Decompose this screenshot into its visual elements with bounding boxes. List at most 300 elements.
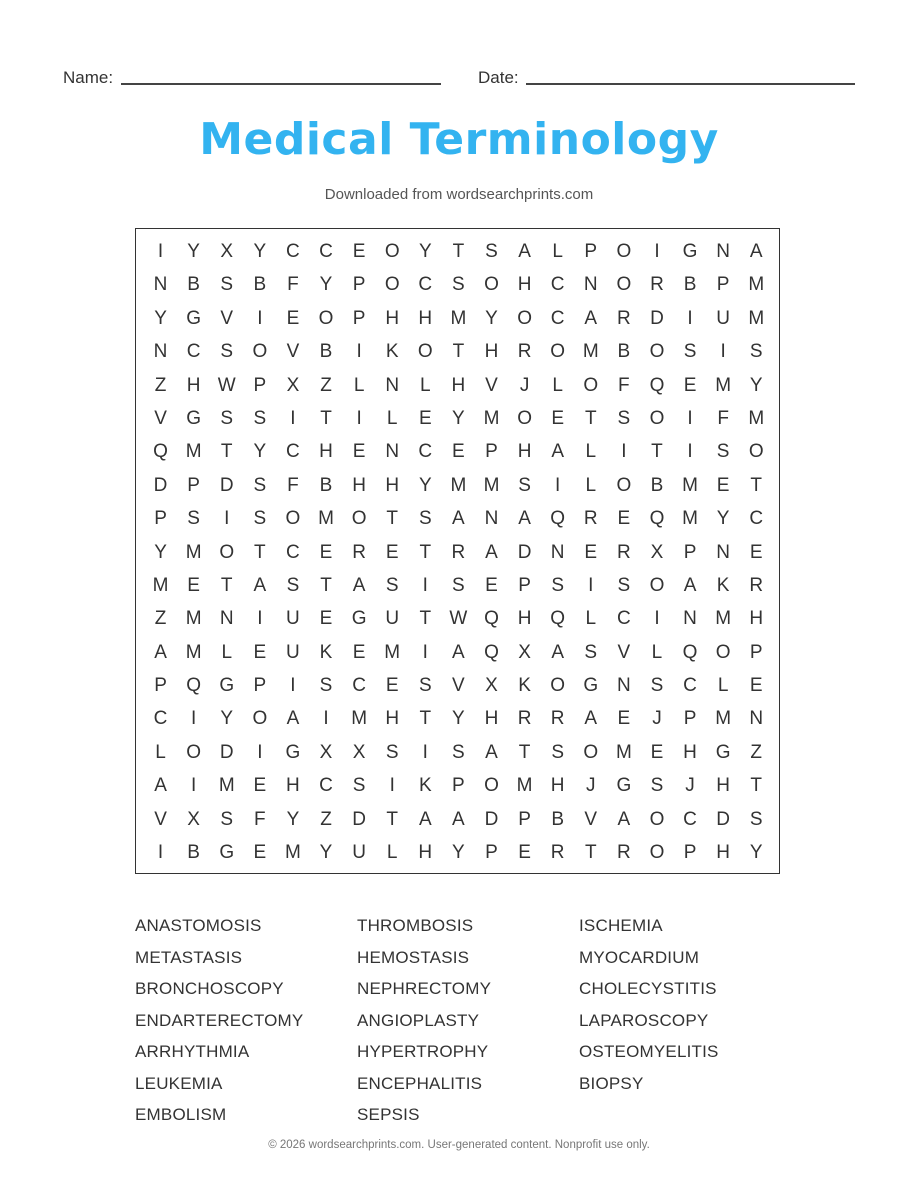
grid-letter[interactable]: N (716, 241, 730, 262)
grid-letter[interactable]: S (418, 508, 432, 530)
grid-letter[interactable]: O (318, 307, 334, 329)
grid-letter[interactable]: S (452, 574, 465, 596)
grid-letter[interactable]: S (253, 407, 267, 429)
grid-letter[interactable]: A (551, 641, 565, 663)
grid-letter[interactable]: O (285, 508, 301, 530)
grid-letter[interactable]: G (351, 608, 367, 630)
grid-letter[interactable]: O (550, 341, 566, 363)
grid-letter[interactable]: P (683, 842, 697, 864)
grid-letter[interactable]: S (319, 675, 333, 697)
grid-letter[interactable]: T (320, 574, 332, 596)
grid-letter[interactable]: A (452, 508, 465, 530)
grid-letter[interactable]: A (518, 241, 531, 262)
grid-letter[interactable]: V (452, 675, 465, 697)
grid-letter[interactable]: I (621, 441, 627, 463)
grid-letter[interactable]: O (583, 741, 599, 763)
grid-letter[interactable]: O (252, 341, 268, 363)
grid-letter[interactable]: C (286, 441, 300, 463)
grid-letter[interactable]: E (253, 641, 267, 663)
grid-letter[interactable]: C (683, 675, 697, 697)
grid-letter[interactable]: E (485, 574, 498, 596)
grid-letter[interactable]: S (220, 407, 234, 429)
grid-letter[interactable]: U (286, 608, 300, 630)
grid-letter[interactable]: C (418, 274, 433, 296)
grid-letter[interactable]: E (319, 541, 333, 563)
grid-letter[interactable]: H (517, 608, 532, 630)
grid-letter[interactable]: Q (484, 641, 499, 663)
grid-letter[interactable]: L (585, 608, 597, 630)
grid-letter[interactable]: E (749, 541, 763, 563)
grid-letter[interactable]: X (352, 741, 366, 763)
grid-letter[interactable]: A (683, 574, 697, 596)
grid-letter[interactable]: S (518, 474, 531, 496)
grid-letter[interactable]: Z (154, 608, 167, 630)
grid-letter[interactable]: A (286, 708, 300, 730)
grid-letter[interactable]: O (649, 808, 665, 830)
grid-letter[interactable]: E (352, 241, 366, 262)
grid-letter[interactable]: X (220, 241, 234, 262)
grid-letter[interactable]: I (257, 307, 263, 329)
grid-letter[interactable]: R (616, 541, 631, 563)
grid-letter[interactable]: T (452, 341, 465, 363)
grid-letter[interactable]: F (618, 374, 630, 396)
grid-letter[interactable]: M (582, 341, 599, 363)
grid-letter[interactable]: O (351, 508, 367, 530)
grid-letter[interactable]: L (651, 641, 663, 663)
grid-letter[interactable]: S (220, 808, 234, 830)
grid-letter[interactable]: S (220, 341, 234, 363)
grid-letter[interactable]: F (717, 407, 729, 429)
grid-letter[interactable]: O (219, 541, 235, 563)
grid-letter[interactable]: Q (550, 508, 566, 530)
grid-letter[interactable]: R (616, 842, 631, 864)
grid-letter[interactable]: S (352, 775, 366, 797)
grid-letter[interactable]: H (716, 842, 730, 864)
grid-letter[interactable]: Y (154, 541, 167, 563)
grid-letter[interactable]: A (418, 808, 432, 830)
grid-letter[interactable]: I (687, 307, 693, 329)
grid-letter[interactable]: M (483, 407, 500, 429)
grid-letter[interactable]: S (220, 274, 234, 296)
grid-letter[interactable]: Q (484, 608, 499, 630)
grid-letter[interactable]: Y (253, 241, 267, 262)
grid-letter[interactable]: L (386, 842, 398, 864)
grid-letter[interactable]: I (555, 474, 561, 496)
grid-letter[interactable]: R (517, 341, 532, 363)
grid-letter[interactable]: R (583, 508, 598, 530)
grid-letter[interactable]: C (153, 708, 168, 730)
grid-letter[interactable]: S (385, 574, 399, 596)
grid-letter[interactable]: R (517, 708, 532, 730)
grid-letter[interactable]: H (451, 374, 466, 396)
grid-letter[interactable]: I (290, 407, 296, 429)
grid-letter[interactable]: S (617, 407, 631, 429)
grid-letter[interactable]: D (219, 474, 234, 496)
grid-letter[interactable]: B (319, 474, 333, 496)
grid-letter[interactable]: N (219, 608, 234, 630)
grid-letter[interactable]: L (221, 641, 233, 663)
grid-letter[interactable]: M (748, 407, 765, 429)
grid-letter[interactable]: A (551, 441, 565, 463)
grid-letter[interactable]: C (749, 508, 764, 530)
grid-letter[interactable]: S (452, 274, 465, 296)
grid-letter[interactable]: G (616, 775, 632, 797)
grid-letter[interactable]: L (353, 374, 365, 396)
grid-letter[interactable]: X (187, 808, 200, 830)
grid-letter[interactable]: Z (750, 741, 763, 763)
grid-letter[interactable]: E (617, 508, 631, 530)
grid-letter[interactable]: P (518, 574, 531, 596)
grid-letter[interactable]: M (715, 374, 732, 396)
grid-letter[interactable]: U (385, 608, 400, 630)
grid-letter[interactable]: H (484, 708, 499, 730)
grid-letter[interactable]: R (749, 574, 764, 596)
grid-letter[interactable]: E (253, 842, 267, 864)
grid-letter[interactable]: J (586, 775, 596, 797)
grid-letter[interactable]: U (286, 641, 300, 663)
grid-letter[interactable]: I (389, 775, 395, 797)
grid-letter[interactable]: A (452, 641, 465, 663)
grid-letter[interactable]: T (386, 808, 398, 830)
grid-letter[interactable]: T (750, 474, 763, 496)
grid-letter[interactable]: O (616, 274, 632, 296)
grid-letter[interactable]: R (550, 708, 565, 730)
grid-letter[interactable]: S (286, 574, 300, 596)
grid-letter[interactable]: S (584, 641, 598, 663)
grid-letter[interactable]: E (683, 374, 697, 396)
grid-letter[interactable]: T (584, 842, 597, 864)
grid-letter[interactable]: M (483, 474, 500, 496)
grid-letter[interactable]: T (320, 407, 332, 429)
grid-letter[interactable]: O (583, 374, 599, 396)
grid-letter[interactable]: Y (452, 407, 465, 429)
grid-letter[interactable]: M (516, 775, 533, 797)
grid-letter[interactable]: P (749, 641, 763, 663)
grid-letter[interactable]: Z (154, 374, 167, 396)
grid-letter[interactable]: E (385, 541, 399, 563)
grid-letter[interactable]: M (185, 541, 202, 563)
date-line[interactable] (526, 83, 855, 85)
grid-letter[interactable]: Q (153, 441, 168, 463)
grid-letter[interactable]: Y (154, 307, 167, 329)
grid-letter[interactable]: E (253, 775, 267, 797)
grid-letter[interactable]: N (683, 608, 697, 630)
grid-letter[interactable]: A (485, 541, 498, 563)
grid-letter[interactable]: B (319, 341, 333, 363)
grid-letter[interactable]: N (484, 508, 499, 530)
grid-letter[interactable]: L (552, 374, 563, 396)
grid-letter[interactable]: A (584, 708, 598, 730)
grid-letter[interactable]: N (583, 274, 598, 296)
grid-letter[interactable]: I (257, 608, 263, 630)
grid-letter[interactable]: P (187, 474, 200, 496)
grid-letter[interactable]: D (716, 808, 730, 830)
grid-letter[interactable]: E (187, 574, 200, 596)
grid-letter[interactable]: E (617, 708, 631, 730)
grid-letter[interactable]: E (352, 641, 366, 663)
grid-letter[interactable]: J (685, 775, 695, 797)
grid-letter[interactable]: S (551, 574, 565, 596)
grid-letter[interactable]: S (683, 341, 697, 363)
grid-letter[interactable]: Y (253, 441, 267, 463)
grid-letter[interactable]: H (385, 708, 400, 730)
grid-letter[interactable]: A (154, 775, 167, 797)
grid-letter[interactable]: L (386, 407, 398, 429)
grid-letter[interactable]: E (319, 608, 333, 630)
grid-letter[interactable]: X (518, 641, 531, 663)
grid-letter[interactable]: Y (716, 508, 730, 530)
grid-letter[interactable]: P (253, 374, 267, 396)
grid-letter[interactable]: H (385, 307, 400, 329)
grid-letter[interactable]: T (750, 775, 763, 797)
grid-letter[interactable]: H (319, 441, 333, 463)
grid-letter[interactable]: N (153, 274, 168, 296)
grid-letter[interactable]: G (583, 675, 599, 697)
grid-letter[interactable]: E (385, 675, 399, 697)
grid-letter[interactable]: O (616, 241, 632, 262)
grid-letter[interactable]: P (452, 775, 465, 797)
grid-letter[interactable]: O (517, 407, 532, 429)
grid-letter[interactable]: D (484, 808, 499, 830)
grid-letter[interactable]: T (220, 441, 233, 463)
grid-letter[interactable]: A (452, 808, 465, 830)
grid-letter[interactable]: T (386, 508, 398, 530)
grid-letter[interactable]: N (716, 541, 730, 563)
grid-letter[interactable]: S (617, 574, 631, 596)
grid-letter[interactable]: D (153, 474, 168, 496)
grid-letter[interactable]: O (484, 274, 499, 296)
grid-letter[interactable]: S (485, 241, 498, 262)
grid-letter[interactable]: V (617, 641, 631, 663)
grid-letter[interactable]: O (649, 341, 665, 363)
grid-letter[interactable]: S (716, 441, 730, 463)
grid-letter[interactable]: V (154, 407, 167, 429)
grid-letter[interactable]: Y (749, 842, 763, 864)
grid-letter[interactable]: P (253, 675, 267, 697)
grid-letter[interactable]: H (418, 842, 433, 864)
grid-letter[interactable]: V (154, 808, 167, 830)
grid-letter[interactable]: K (319, 641, 333, 663)
grid-letter[interactable]: I (654, 608, 660, 630)
grid-letter[interactable]: M (185, 441, 202, 463)
grid-letter[interactable]: H (683, 741, 697, 763)
grid-letter[interactable]: M (715, 608, 732, 630)
grid-letter[interactable]: B (187, 842, 200, 864)
grid-letter[interactable]: H (418, 307, 433, 329)
grid-letter[interactable]: I (422, 641, 428, 663)
grid-letter[interactable]: Y (418, 241, 432, 262)
grid-letter[interactable]: V (485, 374, 498, 396)
grid-letter[interactable]: T (651, 441, 663, 463)
grid-letter[interactable]: B (551, 808, 565, 830)
grid-letter[interactable]: W (449, 608, 468, 630)
grid-letter[interactable]: H (385, 474, 400, 496)
grid-letter[interactable]: Y (485, 307, 498, 329)
grid-letter[interactable]: E (518, 842, 531, 864)
grid-letter[interactable]: O (384, 274, 400, 296)
grid-letter[interactable]: M (384, 641, 401, 663)
grid-letter[interactable]: B (617, 341, 631, 363)
grid-letter[interactable]: F (287, 274, 299, 296)
grid-letter[interactable]: F (254, 808, 266, 830)
grid-letter[interactable]: I (290, 675, 296, 697)
grid-letter[interactable]: O (517, 307, 532, 329)
grid-letter[interactable]: Z (320, 808, 332, 830)
grid-letter[interactable]: O (550, 675, 566, 697)
grid-letter[interactable]: T (419, 541, 432, 563)
grid-letter[interactable]: M (218, 775, 235, 797)
grid-letter[interactable]: E (452, 441, 465, 463)
grid-letter[interactable]: R (650, 274, 664, 296)
grid-letter[interactable]: I (588, 574, 594, 596)
grid-letter[interactable]: S (187, 508, 200, 530)
grid-letter[interactable]: N (550, 541, 565, 563)
grid-letter[interactable]: M (152, 574, 169, 596)
grid-letter[interactable]: O (186, 741, 202, 763)
grid-letter[interactable]: I (191, 708, 197, 730)
grid-letter[interactable]: B (650, 474, 664, 496)
grid-letter[interactable]: U (352, 842, 366, 864)
grid-letter[interactable]: M (185, 608, 202, 630)
grid-letter[interactable]: P (485, 842, 498, 864)
grid-letter[interactable]: A (485, 741, 498, 763)
grid-letter[interactable]: L (155, 741, 166, 763)
grid-letter[interactable]: K (716, 574, 730, 596)
grid-letter[interactable]: S (452, 741, 465, 763)
grid-letter[interactable]: Y (452, 708, 465, 730)
grid-letter[interactable]: H (484, 341, 499, 363)
grid-letter[interactable]: E (749, 675, 763, 697)
grid-letter[interactable]: I (422, 574, 428, 596)
grid-letter[interactable]: G (186, 307, 202, 329)
grid-letter[interactable]: R (616, 307, 631, 329)
grid-letter[interactable]: Q (186, 675, 202, 697)
grid-letter[interactable]: M (615, 741, 632, 763)
grid-letter[interactable]: E (716, 474, 730, 496)
grid-letter[interactable]: R (550, 842, 565, 864)
grid-letter[interactable]: G (186, 407, 202, 429)
grid-letter[interactable]: G (715, 741, 731, 763)
grid-letter[interactable]: J (519, 374, 530, 396)
grid-letter[interactable]: M (715, 708, 732, 730)
grid-letter[interactable]: G (219, 675, 235, 697)
grid-letter[interactable]: Y (187, 241, 200, 262)
grid-letter[interactable]: I (720, 341, 726, 363)
grid-letter[interactable]: O (715, 641, 731, 663)
grid-letter[interactable]: S (650, 775, 664, 797)
grid-letter[interactable]: A (352, 574, 366, 596)
grid-letter[interactable]: I (157, 842, 164, 864)
grid-letter[interactable]: G (219, 842, 235, 864)
grid-letter[interactable]: C (550, 307, 565, 329)
grid-letter[interactable]: M (351, 708, 368, 730)
grid-letter[interactable]: S (650, 675, 664, 697)
grid-letter[interactable]: Y (749, 374, 763, 396)
grid-letter[interactable]: S (385, 741, 399, 763)
grid-letter[interactable]: Y (286, 808, 300, 830)
grid-letter[interactable]: P (485, 441, 498, 463)
grid-letter[interactable]: N (385, 441, 400, 463)
grid-letter[interactable]: S (253, 474, 267, 496)
grid-letter[interactable]: S (253, 508, 267, 530)
grid-letter[interactable]: P (716, 274, 730, 296)
grid-letter[interactable]: H (286, 775, 300, 797)
grid-letter[interactable]: B (253, 274, 267, 296)
grid-letter[interactable]: C (319, 241, 333, 262)
grid-letter[interactable]: H (550, 775, 565, 797)
grid-letter[interactable]: V (286, 341, 300, 363)
grid-letter[interactable]: T (419, 608, 432, 630)
grid-letter[interactable]: C (286, 241, 300, 262)
grid-letter[interactable]: Y (220, 708, 234, 730)
grid-letter[interactable]: V (584, 808, 598, 830)
grid-letter[interactable]: M (748, 307, 765, 329)
grid-letter[interactable]: X (485, 675, 498, 697)
grid-letter[interactable]: E (286, 307, 300, 329)
grid-letter[interactable]: B (187, 274, 200, 296)
grid-letter[interactable]: E (418, 407, 432, 429)
grid-letter[interactable]: D (352, 808, 366, 830)
grid-letter[interactable]: W (217, 374, 236, 396)
grid-letter[interactable]: J (652, 708, 662, 730)
grid-letter[interactable]: L (585, 441, 597, 463)
grid-letter[interactable]: O (649, 842, 665, 864)
grid-letter[interactable]: A (617, 808, 631, 830)
grid-letter[interactable]: E (551, 407, 565, 429)
grid-letter[interactable]: P (352, 307, 366, 329)
grid-letter[interactable]: I (157, 241, 164, 262)
grid-letter[interactable]: H (186, 374, 201, 396)
grid-letter[interactable]: M (748, 274, 765, 296)
grid-letter[interactable]: N (385, 374, 400, 396)
grid-letter[interactable]: M (682, 508, 698, 530)
grid-letter[interactable]: X (319, 741, 333, 763)
grid-letter[interactable]: K (418, 775, 432, 797)
grid-letter[interactable]: O (649, 574, 665, 596)
grid-letter[interactable]: C (186, 341, 201, 363)
grid-letter[interactable]: O (649, 407, 665, 429)
grid-letter[interactable]: I (356, 341, 362, 363)
grid-letter[interactable]: H (517, 441, 532, 463)
grid-letter[interactable]: I (257, 741, 263, 763)
grid-letter[interactable]: K (518, 675, 531, 697)
grid-letter[interactable]: M (285, 842, 301, 864)
grid-letter[interactable]: O (484, 775, 499, 797)
grid-letter[interactable]: I (191, 775, 197, 797)
grid-letter[interactable]: M (450, 474, 467, 496)
grid-letter[interactable]: S (418, 675, 432, 697)
grid-letter[interactable]: S (749, 341, 763, 363)
grid-letter[interactable]: Q (649, 374, 665, 396)
grid-letter[interactable]: L (420, 374, 431, 396)
grid-letter[interactable]: Z (320, 374, 332, 396)
grid-letter[interactable]: C (352, 675, 366, 697)
grid-letter[interactable]: N (749, 708, 764, 730)
grid-letter[interactable]: R (451, 541, 466, 563)
grid-letter[interactable]: X (286, 374, 300, 396)
grid-letter[interactable]: I (687, 441, 693, 463)
grid-letter[interactable]: S (551, 741, 565, 763)
grid-letter[interactable]: E (584, 541, 598, 563)
grid-letter[interactable]: E (650, 741, 664, 763)
grid-letter[interactable]: P (154, 508, 167, 530)
grid-letter[interactable]: C (683, 808, 697, 830)
grid-letter[interactable]: I (323, 708, 329, 730)
grid-letter[interactable]: E (352, 441, 366, 463)
grid-letter[interactable]: I (654, 241, 660, 262)
grid-letter[interactable]: C (616, 608, 631, 630)
grid-letter[interactable]: H (352, 474, 366, 496)
